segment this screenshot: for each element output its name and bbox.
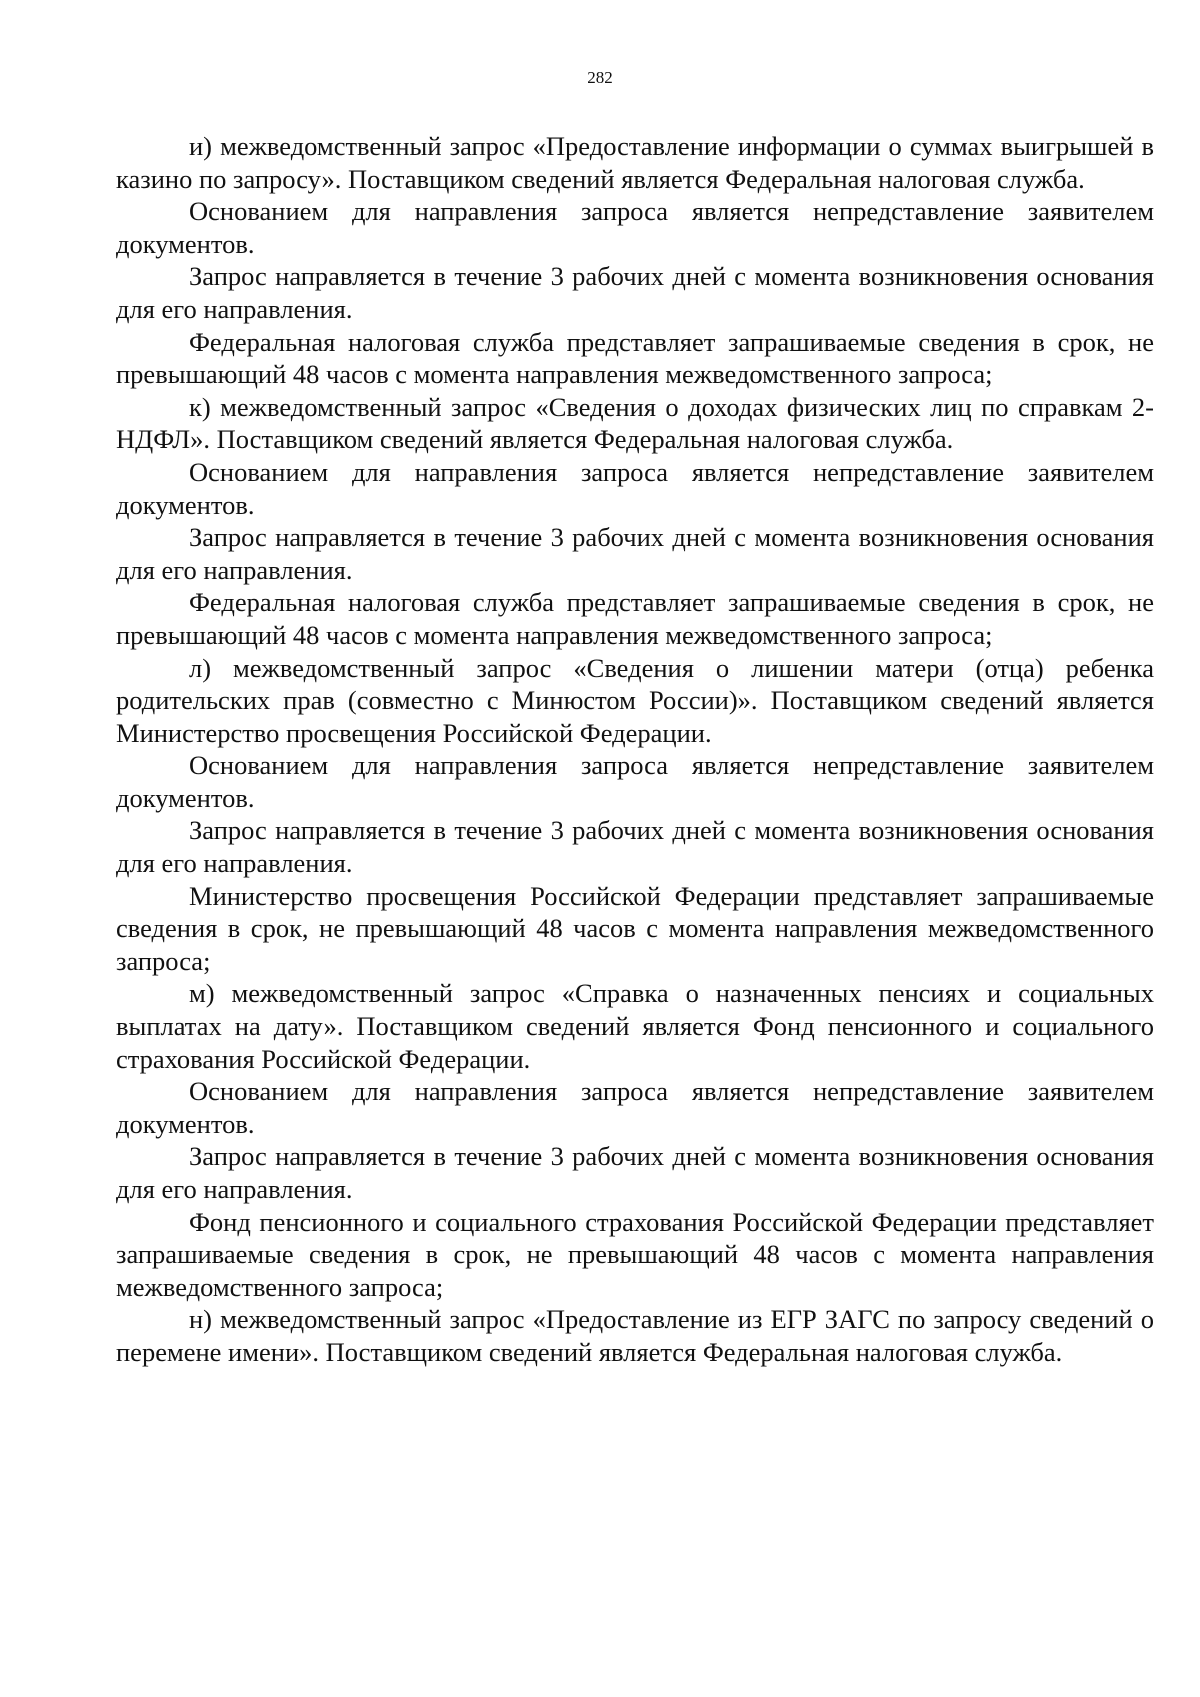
paragraph-item-i: и) межведомственный запрос «Предоставление информации о суммах выигрышей в казино по запросу». Поставщиком сведений является Федеральная налоговая служба. <box>116 131 1154 194</box>
paragraph-item-k: к) межведомственный запрос «Сведения о доходах физических лиц по справкам 2-НДФЛ». Поставщиком сведений является Федеральная налоговая служба. <box>116 391 1154 455</box>
page-number: 282 <box>587 68 613 87</box>
paragraph-basis: Основанием для направления запроса является непредставление заявителем документов. <box>116 1076 1154 1139</box>
paragraph-deadline: Запрос направляется в течение 3 рабочих дней с момента возникновения основания для его направления. <box>116 261 1154 324</box>
paragraph-deadline: Запрос направляется в течение 3 рабочих дней с момента возникновения основания для его направления. <box>116 522 1154 585</box>
paragraph-deadline: Запрос направляется в течение 3 рабочих дней с момента возникновения основания для его направления. <box>116 1141 1154 1204</box>
paragraph-response-term: Федеральная налоговая служба представляет запрашиваемые сведения в срок, не превышающий 48 часов с момента направления межведомственного запроса; <box>116 587 1154 650</box>
paragraph-item-n: н) межведомственный запрос «Предоставление из ЕГР ЗАГС по запросу сведений о перемене имени». Поставщиком сведений является Федеральная налоговая служба. <box>116 1304 1154 1367</box>
paragraph-item-m: м) межведомственный запрос «Справка о назначенных пенсиях и социальных выплатах на дату». Поставщиком сведений является Фонд пенсионного и социального страхования Российской Федерации. <box>116 978 1154 1074</box>
paragraph-response-term: Министерство просвещения Российской Федерации представляет запрашиваемые сведения в срок, не превышающий 48 часов с момента направления межведомственного запроса; <box>116 880 1154 976</box>
document-body <box>116 130 1154 1369</box>
paragraph-item-l: л) межведомственный запрос «Сведения о лишении матери (отца) ребенка родительских прав (совместно с Минюстом России)». Поставщиком сведений является Министерство просвещения Российской Федерации. <box>116 652 1154 748</box>
paragraph-response-term: Фонд пенсионного и социального страхования Российской Федерации представляет запрашиваемые сведения в срок, не превышающий 48 часов с момента направления межведомственного запроса; <box>116 1206 1154 1302</box>
paragraph-basis: Основанием для направления запроса является непредставление заявителем документов. <box>116 196 1154 259</box>
paragraph-response-term: Федеральная налоговая служба представляет запрашиваемые сведения в срок, не превышающий 48 часов с момента направления межведомственного запроса; <box>116 326 1154 390</box>
paragraph-basis: Основанием для направления запроса является непредставление заявителем документов. <box>116 750 1154 813</box>
paragraph-deadline: Запрос направляется в течение 3 рабочих дней с момента возникновения основания для его направления. <box>116 815 1154 879</box>
paragraph-basis: Основанием для направления запроса является непредставление заявителем документов. <box>116 456 1154 520</box>
